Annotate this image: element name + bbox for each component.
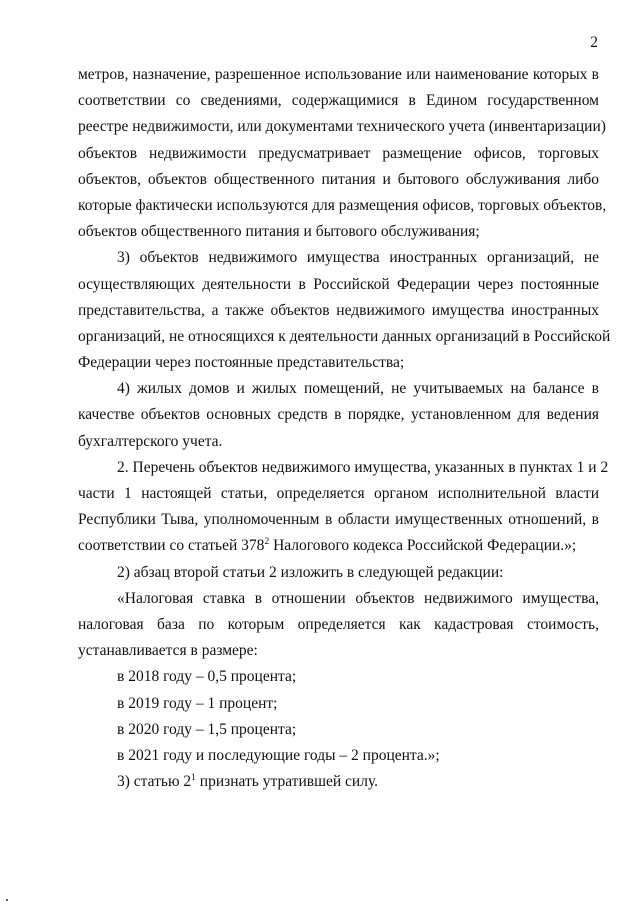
text-line: 4) жилых домов и жилых помещений, не учитываемых на балансе в	[117, 380, 599, 398]
text-line: устанавливается в размере:	[78, 642, 258, 660]
text-line: объектов недвижимости предусматривает размещение офисов, торговых	[78, 144, 599, 162]
superscript: 2	[264, 537, 270, 548]
text-line: осуществляющих деятельности в Российской Федерации через постоянные	[78, 275, 599, 293]
text-line: 2. Перечень объектов недвижимого имущества, указанных в пунктах 1 и 2	[117, 458, 609, 476]
text-line: налоговая база по которым определяется как кадастровая стоимость,	[78, 615, 599, 633]
scan-dot-mark	[6, 899, 8, 901]
superscript: 1	[191, 772, 196, 783]
text-line: объектов, объектов общественного питания и бытового обслуживания либо	[78, 170, 599, 188]
text-line: представительства, а также объектов недвижимого имущества иностранных	[78, 301, 599, 319]
text-line: в 2020 году – 1,5 процента;	[117, 720, 297, 738]
text-line: 2) абзац второй статьи 2 изложить в следующей редакции:	[117, 563, 504, 581]
text-line: в 2021 году и последующие годы – 2 процента.»;	[117, 746, 440, 764]
text-line-with-superscript	[78, 769, 599, 795]
text-line: бухгалтерского учета.	[78, 432, 223, 450]
text-fragment: соответствии со статьей 378	[78, 537, 265, 555]
text-line: организаций, не относящихся к деятельности данных организаций в Российской	[78, 327, 611, 345]
text-fragment: 3) статью 2	[117, 773, 192, 791]
text-line: объектов общественного питания и бытового обслуживания;	[78, 223, 480, 241]
page-number: 2	[590, 34, 598, 51]
text-line: в 2018 году – 0,5 процента;	[117, 668, 297, 686]
text-line: соответствии со сведениями, содержащимися в Едином государственном	[78, 92, 599, 110]
text-line: части 1 настоящей статьи, определяется органом исполнительной власти	[78, 485, 599, 502]
document-body	[78, 62, 611, 795]
text-line: Республики Тыва, уполномоченным в области имущественных отношений, в	[78, 511, 599, 529]
text-line-with-superscript	[78, 533, 599, 559]
text-line: «Налоговая ставка в отношении объектов недвижимого имущества,	[117, 589, 599, 607]
text-fragment: признать утратившей силу.	[195, 773, 379, 791]
text-line: Федерации через постоянные представительства;	[78, 354, 405, 372]
text-line: качестве объектов основных средств в порядке, установленном для ведения	[78, 406, 599, 424]
text-line: в 2019 году – 1 процент;	[117, 694, 278, 712]
text-line: 3) объектов недвижимого имущества иностранных организаций, не	[117, 249, 599, 267]
text-line: метров, назначение, разрешенное использование или наименование которых в	[78, 66, 599, 83]
text-line: реестре недвижимости, или документами технического учета (инвентаризации)	[78, 118, 606, 136]
text-fragment: Налогового кодекса Российской Федерации.»;	[269, 537, 577, 555]
text-line: которые фактически используются для размещения офисов, торговых объектов,	[78, 196, 607, 214]
